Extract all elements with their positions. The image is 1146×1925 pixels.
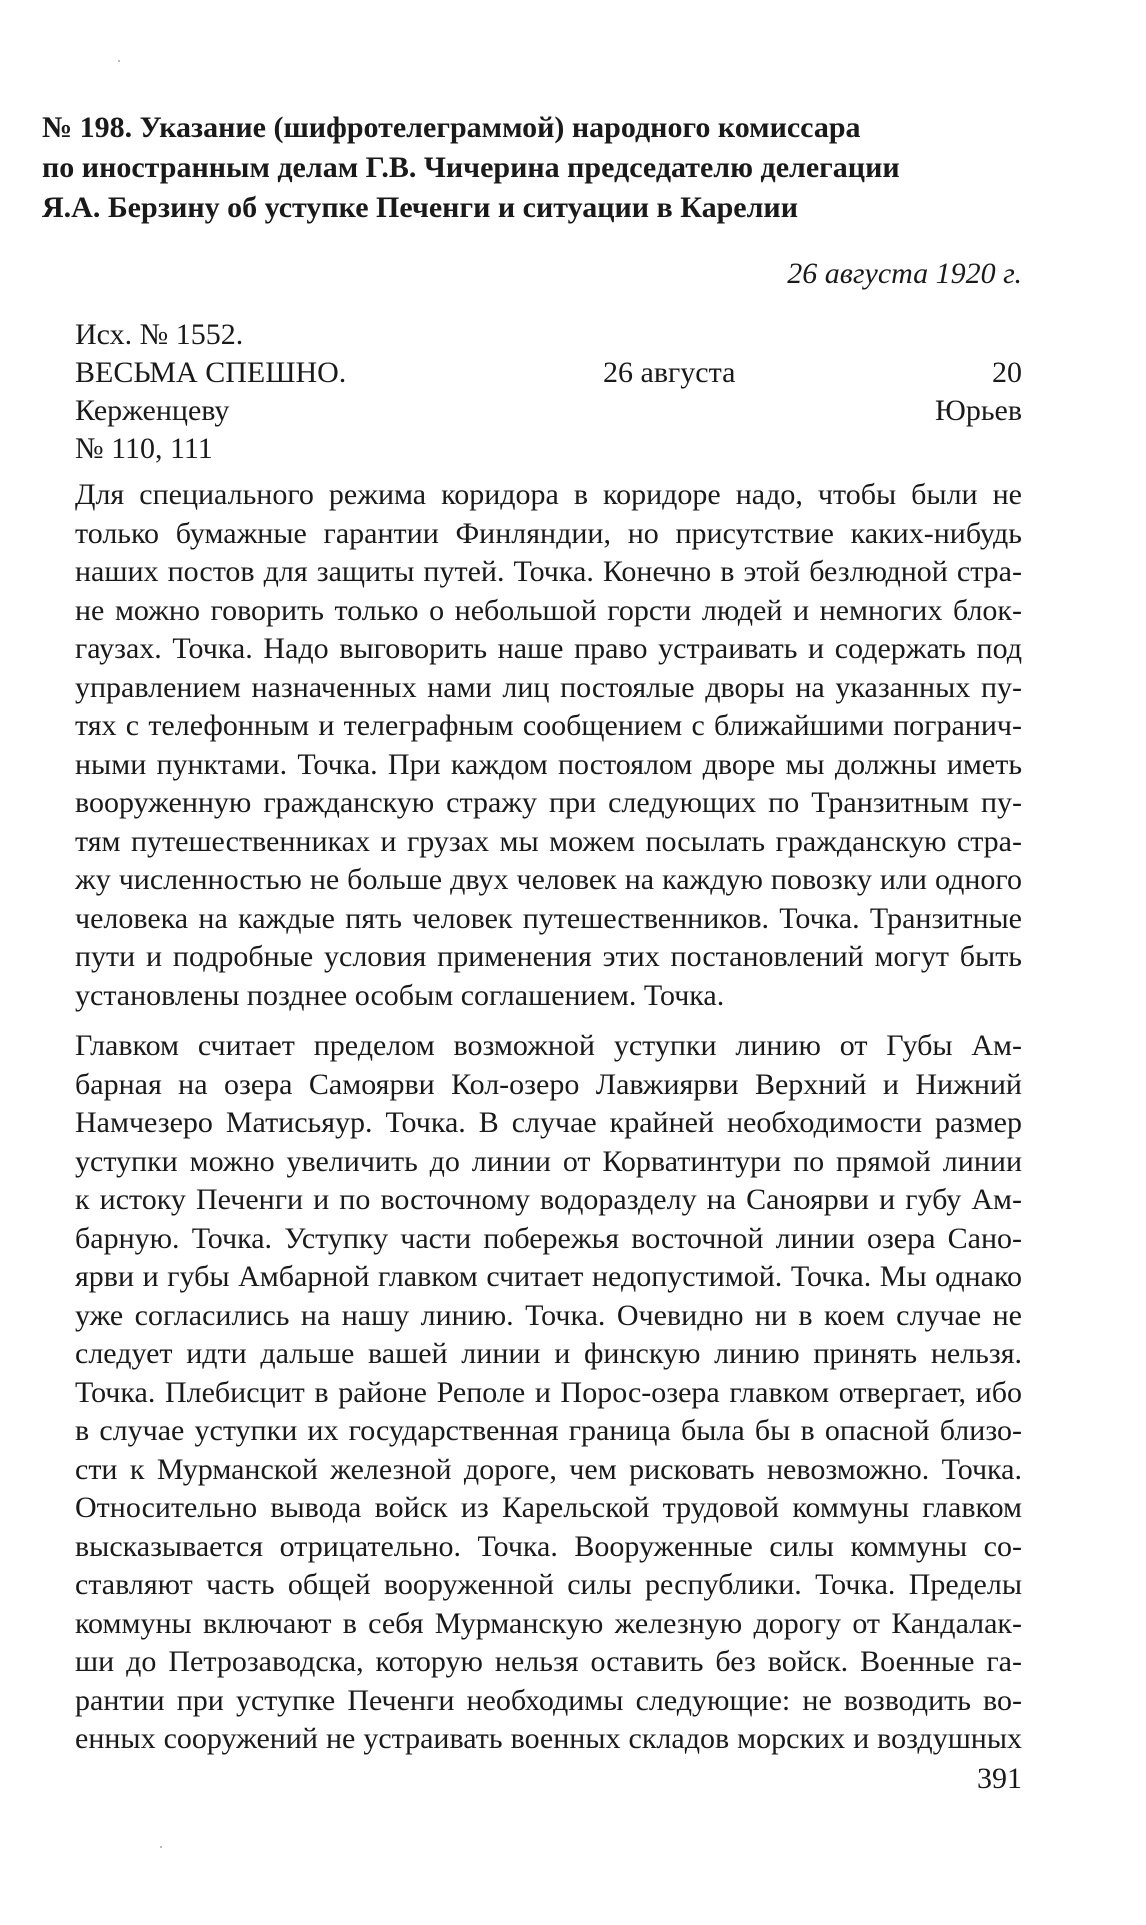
text-line: ставляют часть общей вооруженной силы республики. Точка. Пределы bbox=[75, 1568, 1022, 1601]
text-line: тях с телефонным и телеграфным сообщением с ближайшими погранич- bbox=[75, 709, 1022, 742]
document-date: 26 августа 1920 г. bbox=[787, 257, 1022, 290]
text-line: наших постов для защиты путей. Точка. Конечно в этой безлюдной стра- bbox=[75, 555, 1022, 588]
outgoing-number: Исх. № 1552. bbox=[75, 318, 244, 351]
meta-row-urgency bbox=[75, 354, 1022, 392]
title-line: № 198. Указание (шифротелеграммой) народного комиссара bbox=[42, 111, 861, 144]
document-title bbox=[42, 108, 1042, 228]
text-line: барную. Точка. Уступку части побережья восточной линии озера Сано- bbox=[75, 1221, 1022, 1255]
place: Юрьев bbox=[935, 394, 1022, 427]
paragraph-1 bbox=[75, 476, 1022, 1015]
text-line: управлением назначенных нами лиц постоялые дворы на указанных пу- bbox=[75, 670, 1022, 704]
text-line: человека на каждые пять человек путешественников. Точка. Транзитные bbox=[75, 901, 1022, 935]
text-line: пути и подробные условия применения этих постановлений могут быть bbox=[75, 940, 1022, 973]
text-line: Намчезеро Матисьяур. Точка. В случае крайней необходимости размер bbox=[75, 1106, 1022, 1139]
text-line: Для специального режима коридора в коридоре надо, чтобы были не bbox=[75, 478, 1022, 511]
sent-date: 26 августа bbox=[603, 356, 736, 389]
paragraph-2 bbox=[75, 1027, 1022, 1759]
text-line: высказывается отрицательно. Точка. Вооруженные силы коммуны со- bbox=[75, 1529, 1022, 1563]
text-line: рантии при уступке Печенги необходимы следующие: не возводить во- bbox=[75, 1683, 1022, 1717]
meta-row-telegram-numbers bbox=[75, 430, 1022, 468]
text-line: ши до Петрозаводска, которую нельзя оставить без войск. Военные га- bbox=[75, 1645, 1022, 1678]
meta-row-outgoing bbox=[75, 316, 1022, 354]
text-line: не можно говорить только о небольшой горсти людей и немногих блок- bbox=[75, 593, 1022, 627]
page-number: 391 bbox=[977, 1762, 1022, 1795]
text-line: уступки можно увеличить до линии от Корватинтури по прямой линии bbox=[75, 1144, 1022, 1178]
text-line: ными пунктами. Точка. При каждом постоялом дворе мы должны иметь bbox=[75, 747, 1022, 781]
text-line: в случае уступки их государственная граница была бы в опасной близо- bbox=[75, 1414, 1022, 1447]
recipient: Керженцеву bbox=[75, 394, 230, 427]
meta-row-recipient bbox=[75, 392, 1022, 430]
sent-number: 20 bbox=[992, 356, 1022, 389]
urgency-label: ВЕСЬМА СПЕШНО. bbox=[75, 356, 347, 389]
text-line: следует идти дальше вашей линии и финскую линию принять нельзя. bbox=[75, 1337, 1022, 1370]
text-line: только бумажные гарантии Финляндии, но присутствие каких-нибудь bbox=[75, 516, 1022, 550]
text-line: Относительно вывода войск из Карельской трудовой коммуны главком bbox=[75, 1491, 1022, 1524]
scan-speck bbox=[118, 60, 120, 62]
text-line: уже согласились на нашу линию. Точка. Очевидно ни в коем случае не bbox=[75, 1298, 1022, 1332]
text-line: жу численностью не больше двух человек на каждую повозку или одного bbox=[75, 863, 1022, 896]
text-line: к истоку Печенги и по восточному водоразделу на Саноярви и губу Ам- bbox=[75, 1183, 1022, 1216]
title-line: по иностранным делам Г.В. Чичерина председателю делегации bbox=[42, 151, 900, 184]
text-line: установлены позднее особым соглашением. Точка. bbox=[75, 978, 725, 1012]
text-line: ярви и губы Амбарной главком считает недопустимой. Точка. Мы однако bbox=[75, 1260, 1022, 1293]
text-line: гаузах. Точка. Надо выговорить наше право устраивать и содержать под bbox=[75, 632, 1022, 665]
scan-speck bbox=[160, 1846, 162, 1848]
telegram-numbers: № 110, 111 bbox=[75, 432, 213, 465]
text-line: тям путешественниках и грузах мы можем посылать гражданскую стра- bbox=[75, 824, 1022, 858]
text-line: енных сооружений не устраивать военных складов морских и воздушных bbox=[75, 1722, 1022, 1755]
title-line: Я.А. Берзину об уступке Печенги и ситуации в Карелии bbox=[42, 191, 799, 224]
text-line: барная на озера Самоярви Кол-озеро Лавжиярви Верхний и Нижний bbox=[75, 1067, 1022, 1101]
telegram-header bbox=[75, 316, 1022, 468]
text-line: сти к Мурманской железной дороге, чем рисковать невозможно. Точка. bbox=[75, 1452, 1022, 1486]
text-line: коммуны включают в себя Мурманскую железную дорогу от Кандалак- bbox=[75, 1606, 1022, 1640]
text-line: вооруженную гражданскую стражу при следующих по Транзитным пу- bbox=[75, 786, 1022, 819]
text-line: Главком считает пределом возможной уступки линию от Губы Ам- bbox=[75, 1029, 1022, 1062]
text-line: Точка. Плебисцит в районе Реполе и Порос-озера главком отвергает, ибо bbox=[75, 1375, 1022, 1409]
